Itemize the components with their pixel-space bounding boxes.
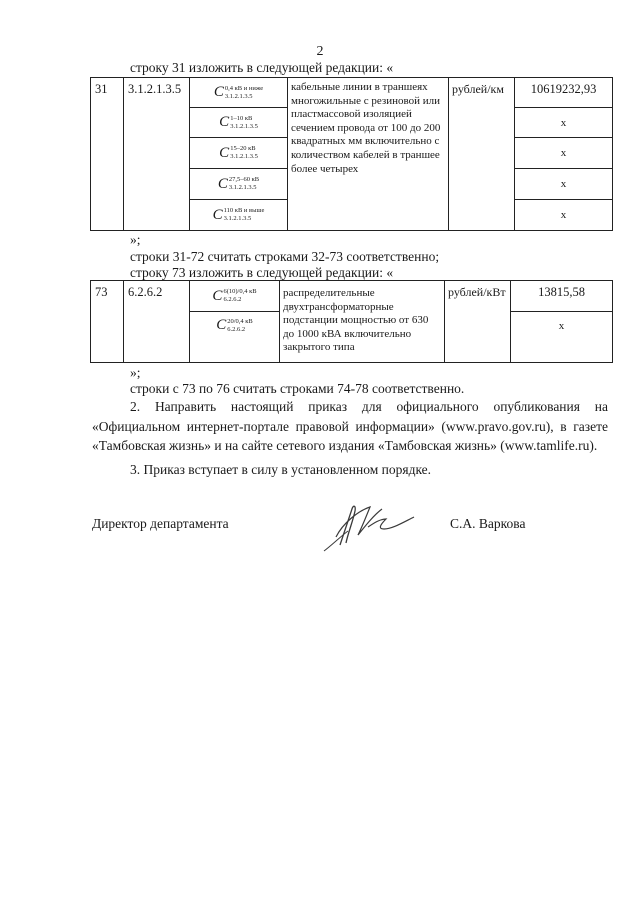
renumber-line: строки 31-72 считать строками 32-73 соответственно;	[130, 249, 440, 264]
row-description: кабельные линии в траншеях многожильные с резиновой или пластмассовой изоляцией сечением провода от 100 до 200 квадратных мм включительно с количеством кабелей в траншее более четырех	[288, 78, 449, 231]
symbol-cell	[190, 78, 288, 108]
symbol-cell	[190, 281, 280, 312]
row-value: х	[515, 138, 613, 169]
closing-quote: »;	[130, 365, 141, 380]
row-value: 13815,58	[511, 281, 613, 312]
row-value: х	[515, 108, 613, 138]
row-unit: рублей/км	[449, 78, 515, 231]
row-value: х	[515, 200, 613, 231]
table-row-31	[90, 77, 613, 231]
row-number: 73	[91, 281, 124, 363]
symbol-cell	[190, 108, 288, 138]
signatory-name: С.А. Варкова	[450, 516, 526, 531]
paragraph-2: 2. Направить настоящий приказ для официального опубликования на «Официальном интернет-портале правовой информации» (www.pravo.gov.ru), в газете «Тамбовская жизнь» и на сайте сетевого издания «Тамбовская жизнь» (www.tamlife.ru).	[92, 399, 608, 453]
row-number: 31	[91, 78, 124, 231]
symbol: C 20/0,4 кВ 6.2.6.2	[216, 317, 253, 333]
closing-quote: »;	[130, 232, 141, 247]
row-value: х	[515, 169, 613, 200]
signatory-title: Директор департамента	[92, 516, 229, 531]
intro-row-73: строку 73 изложить в следующей редакции: «	[130, 265, 394, 280]
signature	[318, 493, 428, 555]
row-code: 6.2.6.2	[124, 281, 190, 363]
symbol-cell	[190, 312, 280, 363]
symbol: C 110 кВ и выше 3.1.2.1.3.5	[212, 206, 265, 223]
row-description: распределительные двухтрансформаторные подстанции мощностью от 630 до 1000 кВА включительно закрытого типа	[280, 281, 445, 363]
intro-row-31: строку 31 изложить в следующей редакции: «	[130, 60, 394, 75]
symbol-cell	[190, 169, 288, 200]
page-number: 2	[316, 44, 324, 59]
symbol: C 1–10 кВ 3.1.2.1.3.5	[219, 114, 258, 130]
table-row-73	[90, 280, 613, 363]
symbol-cell	[190, 200, 288, 231]
symbol: C 6(10)/0,4 кВ 6.2.6.2	[212, 287, 257, 304]
symbol-cell	[190, 138, 288, 169]
row-unit: рублей/кВт	[445, 281, 511, 363]
symbol: C 15–20 кВ 3.1.2.1.3.5	[219, 144, 258, 161]
symbol: C 27,5–60 кВ 3.1.2.1.3.5	[217, 175, 260, 192]
row-code: 3.1.2.1.3.5	[124, 78, 190, 231]
row-value: 10619232,93	[515, 78, 613, 108]
renumber-line: строки с 73 по 76 считать строками 74-78 соответственно.	[130, 381, 465, 396]
symbol: C 0,4 кВ и ниже 3.1.2.1.3.5	[213, 84, 264, 100]
row-value: х	[511, 312, 613, 363]
paragraph-3: 3. Приказ вступает в силу в установленном порядке.	[130, 462, 432, 477]
